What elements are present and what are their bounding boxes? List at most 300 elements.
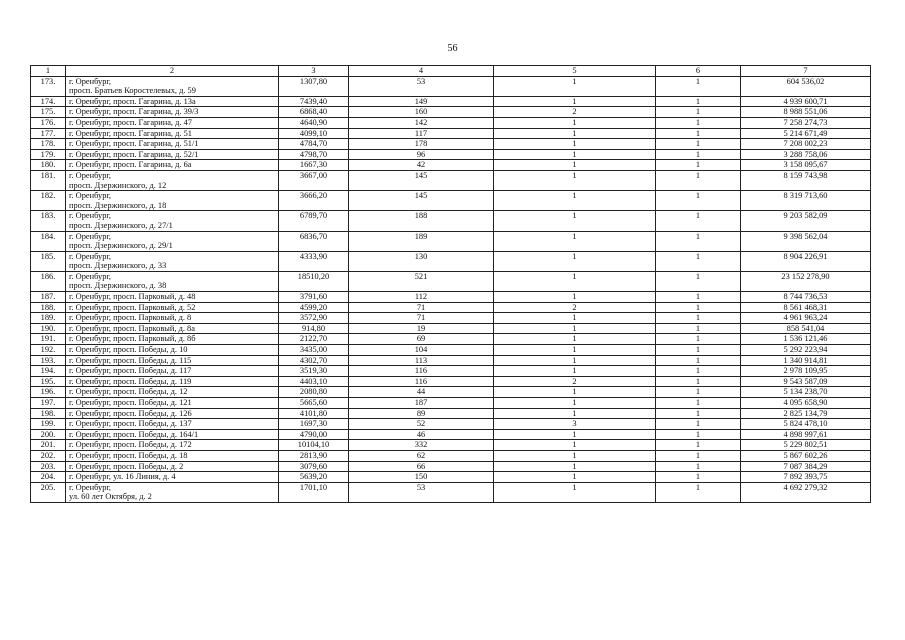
amount-cell: 5 824 478,10 <box>741 419 871 430</box>
amount-cell: 8 988 551,06 <box>741 107 871 118</box>
count-a-cell: 1 <box>494 461 656 472</box>
count-b-cell: 1 <box>656 191 741 211</box>
amount-cell: 9 203 582,09 <box>741 211 871 231</box>
table-row <box>31 345 871 356</box>
count-a-cell: 1 <box>494 366 656 377</box>
count-a-cell: 1 <box>494 251 656 271</box>
count-a-cell: 1 <box>494 450 656 461</box>
quantity-cell: 112 <box>349 292 494 303</box>
row-index-cell: 200. <box>31 429 66 440</box>
quantity-cell: 160 <box>349 107 494 118</box>
count-b-cell: 1 <box>656 231 741 251</box>
row-index-cell: 176. <box>31 117 66 128</box>
count-b-cell: 1 <box>656 440 741 451</box>
quantity-cell: 145 <box>349 191 494 211</box>
address-cell <box>66 160 279 171</box>
quantity-cell: 53 <box>349 76 494 96</box>
address-line: г. Оренбург, просп. Победы, д. 137 <box>69 419 192 429</box>
address-cell <box>66 345 279 356</box>
quantity-cell: 62 <box>349 450 494 461</box>
quantity-cell: 130 <box>349 251 494 271</box>
address-line: г. Оренбург, <box>69 211 112 221</box>
table-row <box>31 292 871 303</box>
count-b-cell: 1 <box>656 472 741 483</box>
address-cell <box>66 482 279 502</box>
address-line: просп. Дзержинского, д. 12 <box>69 180 167 190</box>
amount-cell: 5 867 602,26 <box>741 450 871 461</box>
count-b-cell: 1 <box>656 450 741 461</box>
row-index-cell: 189. <box>31 313 66 324</box>
address-cell <box>66 419 279 430</box>
quantity-cell: 145 <box>349 170 494 190</box>
count-a-cell: 1 <box>494 387 656 398</box>
address-cell <box>66 191 279 211</box>
table-row <box>31 376 871 387</box>
amount-cell: 7 258 274,73 <box>741 117 871 128</box>
address-line: г. Оренбург, просп. Парковый, д. 52 <box>69 302 196 312</box>
quantity-cell: 117 <box>349 128 494 139</box>
amount-cell: 2 825 134,79 <box>741 408 871 419</box>
address-line: г. Оренбург, <box>69 482 112 492</box>
column-number: 6 <box>656 66 741 77</box>
address-cell <box>66 450 279 461</box>
address-line: г. Оренбург, просп. Победы, д. 10 <box>69 345 188 355</box>
count-b-cell: 1 <box>656 302 741 313</box>
row-index-cell: 179. <box>31 149 66 160</box>
table-row <box>31 461 871 472</box>
buildings-table <box>30 65 871 503</box>
table-row <box>31 149 871 160</box>
amount-cell: 8 744 736,53 <box>741 292 871 303</box>
table-row <box>31 139 871 150</box>
table-row <box>31 170 871 190</box>
area-cell: 4790,00 <box>279 429 349 440</box>
address-line: просп. Дзержинского, д. 33 <box>69 261 167 271</box>
area-cell: 7439,40 <box>279 96 349 107</box>
table-row <box>31 355 871 366</box>
area-cell: 1307,80 <box>279 76 349 96</box>
amount-cell: 604 536,02 <box>741 76 871 96</box>
row-index-cell: 203. <box>31 461 66 472</box>
address-line: г. Оренбург, <box>69 231 112 241</box>
table-row <box>31 429 871 440</box>
amount-cell: 1 536 121,46 <box>741 334 871 345</box>
row-index-cell: 194. <box>31 366 66 377</box>
count-b-cell: 1 <box>656 355 741 366</box>
count-a-cell: 1 <box>494 271 656 291</box>
address-cell <box>66 292 279 303</box>
quantity-cell: 187 <box>349 398 494 409</box>
amount-cell: 8 904 226,91 <box>741 251 871 271</box>
address-cell <box>66 408 279 419</box>
address-cell <box>66 271 279 291</box>
count-b-cell: 1 <box>656 271 741 291</box>
row-index-cell: 183. <box>31 211 66 231</box>
count-a-cell: 1 <box>494 440 656 451</box>
count-a-cell: 1 <box>494 128 656 139</box>
area-cell: 3435,00 <box>279 345 349 356</box>
address-cell <box>66 472 279 483</box>
row-index-cell: 186. <box>31 271 66 291</box>
amount-cell: 7 208 002,23 <box>741 139 871 150</box>
amount-cell: 8 561 468,31 <box>741 302 871 313</box>
table-row <box>31 440 871 451</box>
quantity-cell: 71 <box>349 302 494 313</box>
address-line: г. Оренбург, просп. Парковый, д. 8а <box>69 323 195 333</box>
address-cell <box>66 355 279 366</box>
address-cell <box>66 376 279 387</box>
count-b-cell: 1 <box>656 376 741 387</box>
count-b-cell: 1 <box>656 211 741 231</box>
count-b-cell: 1 <box>656 345 741 356</box>
address-line: г. Оренбург, просп. Гагарина, д. 51/1 <box>69 139 199 149</box>
row-index-cell: 184. <box>31 231 66 251</box>
row-index-cell: 180. <box>31 160 66 171</box>
quantity-cell: 44 <box>349 387 494 398</box>
amount-cell: 8 159 743,98 <box>741 170 871 190</box>
count-b-cell: 1 <box>656 429 741 440</box>
amount-cell: 858 541,04 <box>741 323 871 334</box>
amount-cell: 4 939 600,71 <box>741 96 871 107</box>
area-cell: 1667,30 <box>279 160 349 171</box>
count-a-cell: 1 <box>494 334 656 345</box>
quantity-cell: 96 <box>349 149 494 160</box>
address-line: г. Оренбург, просп. Победы, д. 164/1 <box>69 429 199 439</box>
address-line: г. Оренбург, <box>69 170 112 180</box>
row-index-cell: 191. <box>31 334 66 345</box>
amount-cell: 8 319 713,60 <box>741 191 871 211</box>
count-b-cell: 1 <box>656 461 741 472</box>
area-cell: 4302,70 <box>279 355 349 366</box>
row-index-cell: 178. <box>31 139 66 150</box>
address-line: г. Оренбург, просп. Победы, д. 126 <box>69 408 192 418</box>
area-cell: 3519,30 <box>279 366 349 377</box>
count-a-cell: 1 <box>494 429 656 440</box>
quantity-cell: 71 <box>349 313 494 324</box>
amount-cell: 3 158 095,67 <box>741 160 871 171</box>
area-cell: 4798,70 <box>279 149 349 160</box>
address-cell <box>66 440 279 451</box>
column-number: 2 <box>66 66 279 77</box>
table-row <box>31 117 871 128</box>
table-row <box>31 251 871 271</box>
address-line: г. Оренбург, просп. Гагарина, д. 51 <box>69 128 192 138</box>
count-a-cell: 1 <box>494 117 656 128</box>
address-cell <box>66 128 279 139</box>
quantity-cell: 188 <box>349 211 494 231</box>
count-a-cell: 1 <box>494 482 656 502</box>
address-line: г. Оренбург, просп. Гагарина, д. 47 <box>69 117 192 127</box>
column-number: 5 <box>494 66 656 77</box>
table-row <box>31 387 871 398</box>
count-b-cell: 1 <box>656 387 741 398</box>
count-b-cell: 1 <box>656 96 741 107</box>
address-line: г. Оренбург, ул. 16 Линия, д. 4 <box>69 472 176 482</box>
count-a-cell: 1 <box>494 345 656 356</box>
area-cell: 4099,10 <box>279 128 349 139</box>
amount-cell: 7 087 384,29 <box>741 461 871 472</box>
address-cell <box>66 387 279 398</box>
address-line: г. Оренбург, <box>69 271 112 281</box>
address-line: г. Оренбург, просп. Победы, д. 119 <box>69 376 192 386</box>
area-cell: 4784,70 <box>279 139 349 150</box>
count-b-cell: 1 <box>656 398 741 409</box>
table-row <box>31 323 871 334</box>
table-row <box>31 398 871 409</box>
count-a-cell: 1 <box>494 355 656 366</box>
address-cell <box>66 149 279 160</box>
area-cell: 5639,20 <box>279 472 349 483</box>
quantity-cell: 521 <box>349 271 494 291</box>
area-cell: 3079,60 <box>279 461 349 472</box>
page-number: 56 <box>447 43 458 54</box>
table-row <box>31 191 871 211</box>
row-index-cell: 205. <box>31 482 66 502</box>
quantity-cell: 46 <box>349 429 494 440</box>
address-line: г. Оренбург, просп. Гагарина, д. 52/1 <box>69 149 199 159</box>
row-index-cell: 199. <box>31 419 66 430</box>
amount-cell: 2 978 109,95 <box>741 366 871 377</box>
area-cell: 5665,60 <box>279 398 349 409</box>
address-cell <box>66 429 279 440</box>
amount-cell: 3 288 758,06 <box>741 149 871 160</box>
quantity-cell: 189 <box>349 231 494 251</box>
amount-cell: 5 214 671,49 <box>741 128 871 139</box>
amount-cell: 5 229 802,51 <box>741 440 871 451</box>
table-row <box>31 271 871 291</box>
address-line: г. Оренбург, просп. Гагарина, д. 13а <box>69 96 196 106</box>
area-cell: 3666,20 <box>279 191 349 211</box>
address-cell <box>66 251 279 271</box>
area-cell: 4640,90 <box>279 117 349 128</box>
amount-cell: 23 152 278,90 <box>741 271 871 291</box>
count-b-cell: 1 <box>656 107 741 118</box>
amount-cell: 4 898 997,61 <box>741 429 871 440</box>
address-cell <box>66 231 279 251</box>
area-cell: 914,80 <box>279 323 349 334</box>
count-a-cell: 1 <box>494 313 656 324</box>
count-a-cell: 2 <box>494 302 656 313</box>
amount-cell: 1 340 914,81 <box>741 355 871 366</box>
quantity-cell: 53 <box>349 482 494 502</box>
row-index-cell: 177. <box>31 128 66 139</box>
count-a-cell: 1 <box>494 292 656 303</box>
address-cell <box>66 96 279 107</box>
amount-cell: 9 398 562,04 <box>741 231 871 251</box>
count-a-cell: 1 <box>494 408 656 419</box>
quantity-cell: 104 <box>349 345 494 356</box>
count-a-cell: 1 <box>494 398 656 409</box>
count-b-cell: 1 <box>656 419 741 430</box>
address-cell <box>66 139 279 150</box>
amount-cell: 5 292 223,94 <box>741 345 871 356</box>
count-a-cell: 1 <box>494 472 656 483</box>
table-row <box>31 313 871 324</box>
area-cell: 3572,90 <box>279 313 349 324</box>
table-row <box>31 96 871 107</box>
quantity-cell: 142 <box>349 117 494 128</box>
count-b-cell: 1 <box>656 160 741 171</box>
area-cell: 1701,10 <box>279 482 349 502</box>
area-cell: 3667,00 <box>279 170 349 190</box>
address-line: г. Оренбург, просп. Победы, д. 172 <box>69 440 192 450</box>
table-row <box>31 76 871 96</box>
address-line: просп. Дзержинского, д. 18 <box>69 200 167 210</box>
count-a-cell: 1 <box>494 231 656 251</box>
count-a-cell: 3 <box>494 419 656 430</box>
area-cell: 6868,40 <box>279 107 349 118</box>
quantity-cell: 116 <box>349 366 494 377</box>
address-line: г. Оренбург, <box>69 191 112 201</box>
column-number: 3 <box>279 66 349 77</box>
address-cell <box>66 366 279 377</box>
quantity-cell: 178 <box>349 139 494 150</box>
row-index-cell: 197. <box>31 398 66 409</box>
area-cell: 10104,10 <box>279 440 349 451</box>
quantity-cell: 42 <box>349 160 494 171</box>
count-b-cell: 1 <box>656 76 741 96</box>
quantity-cell: 66 <box>349 461 494 472</box>
area-cell: 6836,70 <box>279 231 349 251</box>
address-line: г. Оренбург, просп. Победы, д. 12 <box>69 387 188 397</box>
address-line: г. Оренбург, просп. Гагарина, д. 6а <box>69 160 192 170</box>
row-index-cell: 198. <box>31 408 66 419</box>
count-b-cell: 1 <box>656 482 741 502</box>
row-index-cell: 190. <box>31 323 66 334</box>
address-cell <box>66 117 279 128</box>
address-cell <box>66 398 279 409</box>
count-a-cell: 1 <box>494 96 656 107</box>
row-index-cell: 201. <box>31 440 66 451</box>
count-b-cell: 1 <box>656 149 741 160</box>
row-index-cell: 175. <box>31 107 66 118</box>
table-row <box>31 408 871 419</box>
count-a-cell: 1 <box>494 76 656 96</box>
amount-cell: 4 095 658,90 <box>741 398 871 409</box>
table-row <box>31 419 871 430</box>
address-line: просп. Дзержинского, д. 27/1 <box>69 220 173 230</box>
quantity-cell: 149 <box>349 96 494 107</box>
area-cell: 4403,10 <box>279 376 349 387</box>
quantity-cell: 113 <box>349 355 494 366</box>
address-line: ул. 60 лет Октября, д. 2 <box>69 492 152 502</box>
count-b-cell: 1 <box>656 334 741 345</box>
row-index-cell: 181. <box>31 170 66 190</box>
quantity-cell: 89 <box>349 408 494 419</box>
address-cell <box>66 334 279 345</box>
count-a-cell: 1 <box>494 160 656 171</box>
count-a-cell: 2 <box>494 107 656 118</box>
table-row <box>31 107 871 118</box>
column-number: 1 <box>31 66 66 77</box>
area-cell: 6789,70 <box>279 211 349 231</box>
count-b-cell: 1 <box>656 313 741 324</box>
amount-cell: 4 961 963,24 <box>741 313 871 324</box>
count-a-cell: 1 <box>494 170 656 190</box>
row-index-cell: 188. <box>31 302 66 313</box>
address-cell <box>66 107 279 118</box>
table-row <box>31 128 871 139</box>
count-b-cell: 1 <box>656 117 741 128</box>
table-row <box>31 366 871 377</box>
address-line: просп. Братьев Коростелевых, д. 59 <box>69 86 196 96</box>
count-b-cell: 1 <box>656 366 741 377</box>
address-cell <box>66 76 279 96</box>
quantity-cell: 116 <box>349 376 494 387</box>
address-cell <box>66 323 279 334</box>
table-row <box>31 302 871 313</box>
address-line: г. Оренбург, просп. Гагарина, д. 39/3 <box>69 107 199 117</box>
count-b-cell: 1 <box>656 408 741 419</box>
row-index-cell: 187. <box>31 292 66 303</box>
count-b-cell: 1 <box>656 323 741 334</box>
amount-cell: 9 543 587,09 <box>741 376 871 387</box>
row-index-cell: 192. <box>31 345 66 356</box>
table-row <box>31 482 871 502</box>
column-number: 4 <box>349 66 494 77</box>
address-line: г. Оренбург, просп. Парковый, д. 8б <box>69 334 196 344</box>
row-index-cell: 196. <box>31 387 66 398</box>
area-cell: 2813,90 <box>279 450 349 461</box>
address-line: г. Оренбург, просп. Победы, д. 18 <box>69 450 188 460</box>
address-cell <box>66 170 279 190</box>
area-cell: 3791,60 <box>279 292 349 303</box>
address-line: г. Оренбург, просп. Победы, д. 2 <box>69 461 184 471</box>
area-cell: 4599,20 <box>279 302 349 313</box>
address-line: г. Оренбург, просп. Победы, д. 121 <box>69 398 192 407</box>
quantity-cell: 19 <box>349 323 494 334</box>
table-row <box>31 211 871 231</box>
count-b-cell: 1 <box>656 170 741 190</box>
count-a-cell: 2 <box>494 376 656 387</box>
count-b-cell: 1 <box>656 292 741 303</box>
address-line: г. Оренбург, просп. Победы, д. 117 <box>69 366 192 376</box>
area-cell: 4101,80 <box>279 408 349 419</box>
address-cell <box>66 461 279 472</box>
amount-cell: 5 134 238,70 <box>741 387 871 398</box>
area-cell: 4333,90 <box>279 251 349 271</box>
count-a-cell: 1 <box>494 323 656 334</box>
table-row <box>31 231 871 251</box>
address-line: просп. Дзержинского, д. 38 <box>69 281 167 291</box>
table-row <box>31 450 871 461</box>
row-index-cell: 195. <box>31 376 66 387</box>
quantity-cell: 52 <box>349 419 494 430</box>
row-index-cell: 185. <box>31 251 66 271</box>
count-b-cell: 1 <box>656 139 741 150</box>
address-cell <box>66 313 279 324</box>
address-line: г. Оренбург, просп. Парковый, д. 8 <box>69 313 192 323</box>
table-row <box>31 334 871 345</box>
amount-cell: 7 892 393,75 <box>741 472 871 483</box>
row-index-cell: 193. <box>31 355 66 366</box>
area-cell: 2122,70 <box>279 334 349 345</box>
table-row <box>31 160 871 171</box>
area-cell: 18510,20 <box>279 271 349 291</box>
area-cell: 1697,30 <box>279 419 349 430</box>
count-a-cell: 1 <box>494 211 656 231</box>
row-index-cell: 202. <box>31 450 66 461</box>
column-number: 7 <box>741 66 871 77</box>
address-line: г. Оренбург, <box>69 251 112 261</box>
count-a-cell: 1 <box>494 149 656 160</box>
address-line: просп. Дзержинского, д. 29/1 <box>69 241 173 251</box>
column-number-row <box>31 66 871 77</box>
row-index-cell: 174. <box>31 96 66 107</box>
row-index-cell: 204. <box>31 472 66 483</box>
table-body <box>31 66 871 503</box>
address-line: г. Оренбург, просп. Парковый, д. 48 <box>69 292 196 302</box>
